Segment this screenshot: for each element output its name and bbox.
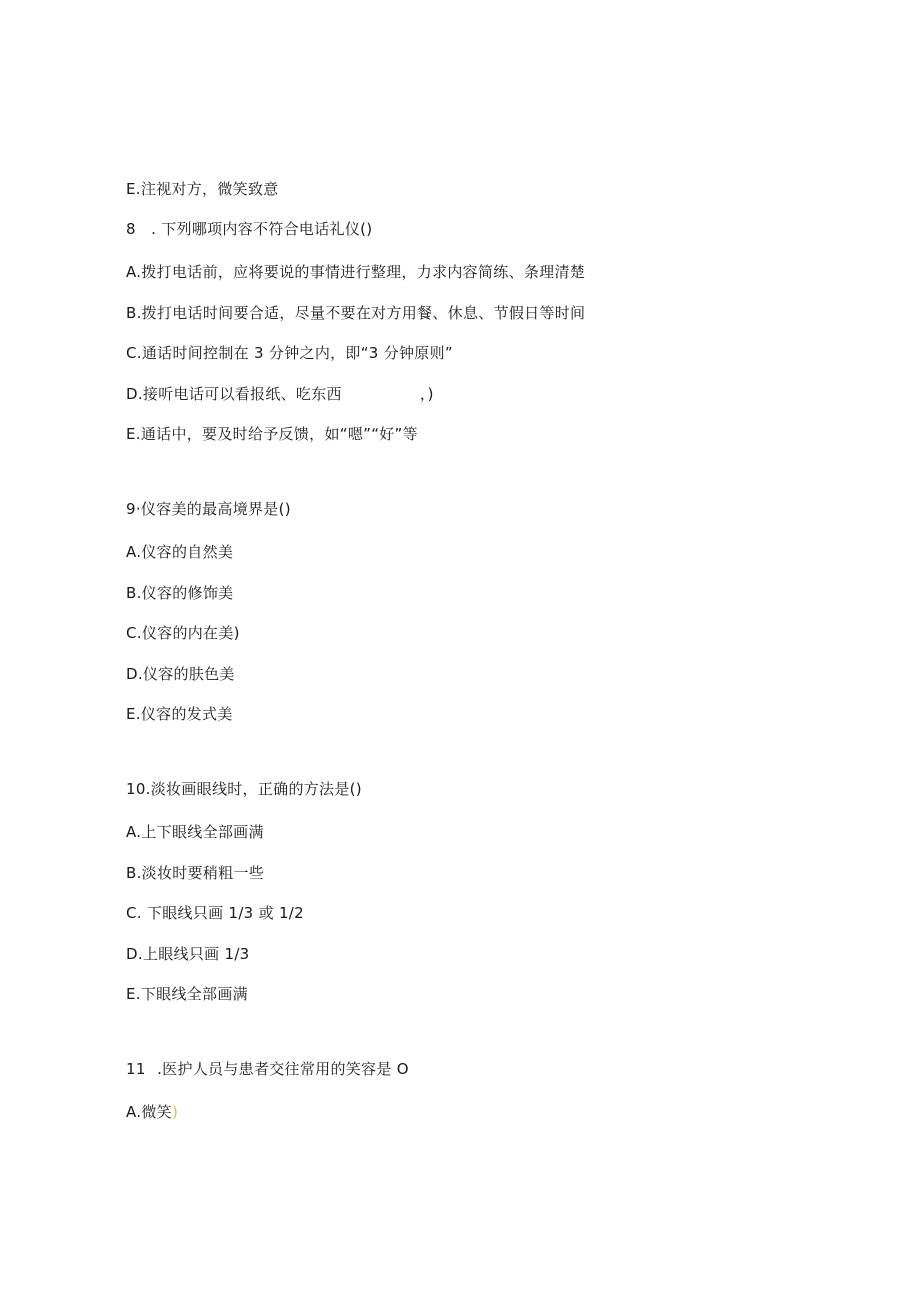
q8-option-e: E.通话中，要及时给予反馈，如“嗯”“好”等 (126, 425, 418, 443)
q8-option-b: B.拨打电话时间要合适，尽量不要在对方用餐、休息、节假日等时间 (126, 304, 586, 322)
q11-stem-text: .医护人员与患者交往常用的笑容是 O (157, 1060, 409, 1078)
q8-option-d-text: D.接听电话可以看报纸、吃东西 (126, 385, 342, 403)
q11-number: 11 (126, 1060, 146, 1078)
q10-option-e: E.下眼线全部画满 (126, 985, 248, 1003)
q8-stem (126, 219, 372, 239)
q10-option-b: B.淡妆时要稍粗一些 (126, 864, 265, 882)
q9-option-b: B.仪容的修饰美 (126, 584, 234, 602)
q8-option-d (126, 384, 434, 404)
q8-option-a: A.拨打电话前，应将要说的事情进行整理，力求内容简练、条理清楚 (126, 263, 586, 281)
q11-option-a (126, 1102, 178, 1122)
q11-stem (126, 1059, 409, 1079)
q11-option-a-text: A.微笑 (126, 1103, 172, 1121)
q9-option-d: D.仪容的肤色美 (126, 665, 235, 683)
q11-option-a-tail: ) (171, 1103, 179, 1121)
q10-option-d: D.上眼线只画 1/3 (126, 945, 250, 963)
q9-option-c: C.仪容的内在美) (126, 624, 240, 642)
q8-option-c: C.通话时间控制在 3 分钟之内，即“3 分钟原则” (126, 344, 453, 362)
q8-stem-text: . 下列哪项内容不符合电话礼仪() (151, 220, 373, 238)
q8-number: 8 (126, 220, 136, 238)
q9-option-a: A.仪容的自然美 (126, 543, 234, 561)
q10-option-c: C. 下眼线只画 1/3 或 1/2 (126, 904, 304, 922)
q7-option-e: E.注视对方，微笑致意 (126, 180, 279, 198)
q10-stem: 10.淡妆画眼线时，正确的方法是() (126, 780, 362, 798)
q8-option-d-tail: ，) (419, 385, 434, 403)
q10-option-a: A.上下眼线全部画满 (126, 823, 264, 841)
q9-option-e: E.仪容的发式美 (126, 705, 233, 723)
q9-stem: 9·仪容美的最高境界是() (126, 500, 291, 518)
